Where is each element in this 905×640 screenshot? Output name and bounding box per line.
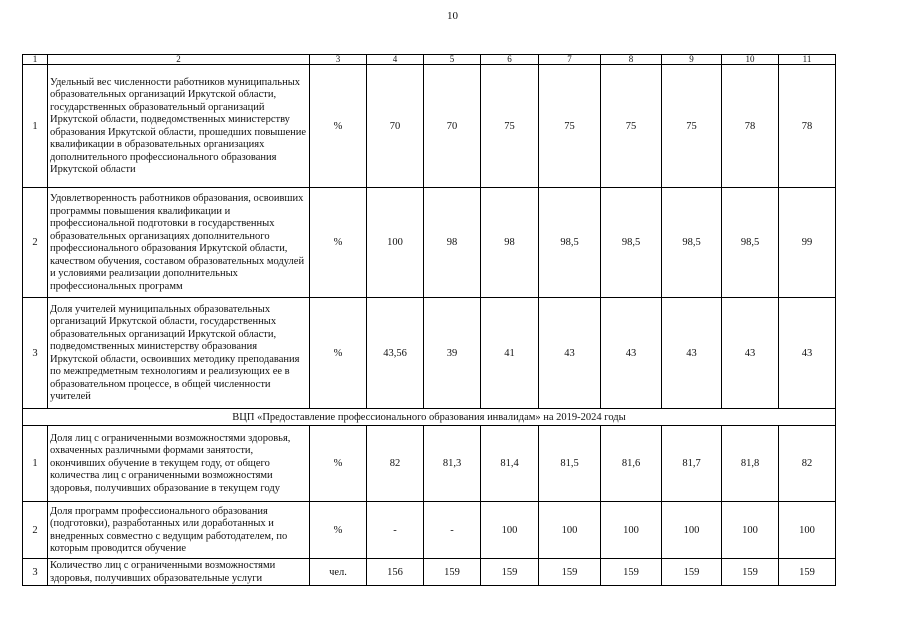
value-cell: 82 bbox=[779, 426, 836, 502]
column-number: 7 bbox=[539, 55, 601, 65]
value-cell: - bbox=[424, 502, 481, 559]
table-row bbox=[23, 65, 836, 188]
indicators-table bbox=[22, 54, 836, 586]
column-number: 1 bbox=[23, 55, 48, 65]
value-cell: 159 bbox=[779, 559, 836, 586]
value-cell: 70 bbox=[424, 65, 481, 188]
value-cell: 41 bbox=[481, 298, 539, 409]
row-number: 3 bbox=[23, 559, 48, 586]
section-header-row bbox=[23, 409, 836, 426]
unit-cell: % bbox=[310, 188, 367, 298]
value-cell: 43 bbox=[779, 298, 836, 409]
value-cell: 75 bbox=[481, 65, 539, 188]
value-cell: 100 bbox=[367, 188, 424, 298]
table-row bbox=[23, 559, 836, 586]
page-number: 10 bbox=[447, 10, 458, 22]
value-cell: 78 bbox=[722, 65, 779, 188]
table-row bbox=[23, 426, 836, 502]
column-number-row bbox=[23, 55, 836, 65]
unit-cell: % bbox=[310, 65, 367, 188]
value-cell: 98,5 bbox=[722, 188, 779, 298]
value-cell: 43 bbox=[601, 298, 662, 409]
column-number: 8 bbox=[601, 55, 662, 65]
column-number: 10 bbox=[722, 55, 779, 65]
unit-cell: % bbox=[310, 502, 367, 559]
value-cell: 100 bbox=[662, 502, 722, 559]
value-cell: 81,4 bbox=[481, 426, 539, 502]
value-cell: 81,8 bbox=[722, 426, 779, 502]
value-cell: 98,5 bbox=[539, 188, 601, 298]
value-cell: - bbox=[367, 502, 424, 559]
value-cell: 100 bbox=[481, 502, 539, 559]
value-cell: 98,5 bbox=[662, 188, 722, 298]
column-number: 2 bbox=[48, 55, 310, 65]
column-number: 4 bbox=[367, 55, 424, 65]
value-cell: 81,5 bbox=[539, 426, 601, 502]
column-number: 11 bbox=[779, 55, 836, 65]
unit-cell: % bbox=[310, 426, 367, 502]
indicator-name: Количество лиц с ограниченными возможностями здоровья, получивших образовательные услуги bbox=[48, 559, 310, 586]
value-cell: 75 bbox=[601, 65, 662, 188]
value-cell: 159 bbox=[722, 559, 779, 586]
row-number: 3 bbox=[23, 298, 48, 409]
value-cell: 156 bbox=[367, 559, 424, 586]
row-number: 1 bbox=[23, 65, 48, 188]
row-number: 2 bbox=[23, 502, 48, 559]
value-cell: 159 bbox=[481, 559, 539, 586]
value-cell: 99 bbox=[779, 188, 836, 298]
value-cell: 81,3 bbox=[424, 426, 481, 502]
value-cell: 100 bbox=[779, 502, 836, 559]
indicator-name: Удовлетворенность работников образования, освоивших программы повышения квалификации и профессиональной подготовки в государственных образовательных организациях дополнительного профессионального образования Иркутской области, качеством обучения, составом образовательных модулей и условиями реализации дополнительных профессиональных программ bbox=[48, 188, 310, 298]
value-cell: 78 bbox=[779, 65, 836, 188]
value-cell: 75 bbox=[539, 65, 601, 188]
indicator-name: Удельный вес численности работников муниципальных образовательных организаций Иркутской области, государственных образовательный организаций Иркутской области, подведомственных министерству образования Иркутской области, прошедших повышение квалификации в образовательных организациях дополнительного профессионального образования Иркутской области bbox=[48, 65, 310, 188]
row-number: 1 bbox=[23, 426, 48, 502]
value-cell: 70 bbox=[367, 65, 424, 188]
unit-cell: чел. bbox=[310, 559, 367, 586]
value-cell: 159 bbox=[424, 559, 481, 586]
value-cell: 98,5 bbox=[601, 188, 662, 298]
value-cell: 43 bbox=[662, 298, 722, 409]
column-number: 6 bbox=[481, 55, 539, 65]
column-number: 9 bbox=[662, 55, 722, 65]
value-cell: 75 bbox=[662, 65, 722, 188]
value-cell: 81,6 bbox=[601, 426, 662, 502]
table-row bbox=[23, 502, 836, 559]
value-cell: 159 bbox=[662, 559, 722, 586]
value-cell: 98 bbox=[424, 188, 481, 298]
column-number: 3 bbox=[310, 55, 367, 65]
value-cell: 100 bbox=[601, 502, 662, 559]
value-cell: 81,7 bbox=[662, 426, 722, 502]
value-cell: 43 bbox=[539, 298, 601, 409]
table-row bbox=[23, 298, 836, 409]
indicator-name: Доля лиц с ограниченными возможностями здоровья, охваченных различными формами занятости, окончивших обучение в текущем году, от общего количества лиц с ограниченными возможностями здоровья, получивших образование в текущем году bbox=[48, 426, 310, 502]
value-cell: 43,56 bbox=[367, 298, 424, 409]
section-title: ВЦП «Предоставление профессионального образования инвалидам» на 2019-2024 годы bbox=[23, 409, 836, 426]
row-number: 2 bbox=[23, 188, 48, 298]
unit-cell: % bbox=[310, 298, 367, 409]
value-cell: 39 bbox=[424, 298, 481, 409]
value-cell: 100 bbox=[722, 502, 779, 559]
value-cell: 43 bbox=[722, 298, 779, 409]
value-cell: 82 bbox=[367, 426, 424, 502]
value-cell: 159 bbox=[539, 559, 601, 586]
table-row bbox=[23, 188, 836, 298]
value-cell: 98 bbox=[481, 188, 539, 298]
column-number: 5 bbox=[424, 55, 481, 65]
indicator-name: Доля программ профессионального образования (подготовки), разработанных или доработанных и внедренных совместно с ведущим работодателем, по которым проводится обучение bbox=[48, 502, 310, 559]
value-cell: 100 bbox=[539, 502, 601, 559]
indicator-name: Доля учителей муниципальных образовательных организаций Иркутской области, государственных образовательных организаций Иркутской области, подведомственных министерству образования Иркутской области, освоивших методику преподавания по межпредметным технологиям и реализующих ее в образовательном процессе, в общей численности учителей bbox=[48, 298, 310, 409]
value-cell: 159 bbox=[601, 559, 662, 586]
